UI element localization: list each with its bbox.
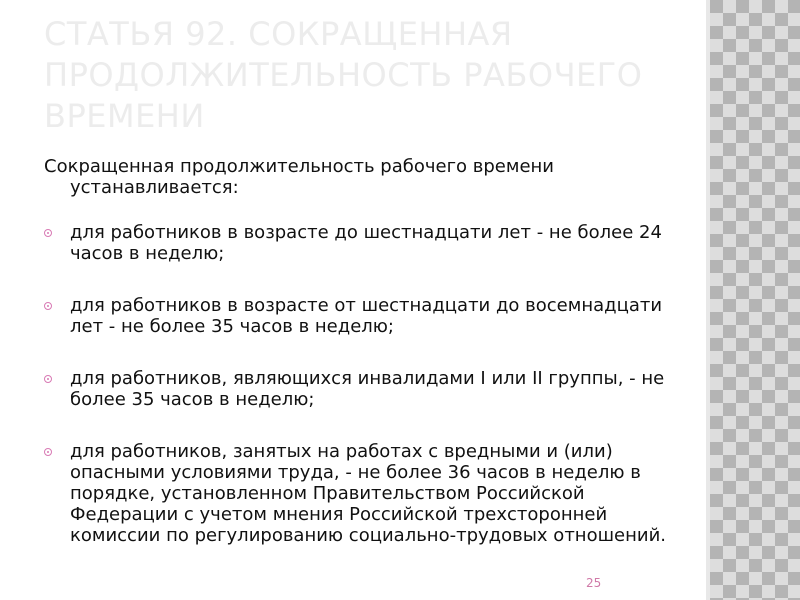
bullet-item-4 bbox=[44, 441, 684, 546]
page-number: 25 bbox=[586, 576, 602, 590]
bullet-item-2 bbox=[44, 295, 684, 337]
circle-bullet-icon bbox=[44, 229, 52, 237]
circle-bullet-icon bbox=[44, 448, 52, 456]
bullet-item-3 bbox=[44, 368, 684, 410]
bullet-item-1 bbox=[44, 222, 684, 264]
slide-title: СТАТЬЯ 92. СОКРАЩЕННАЯ ПРОДОЛЖИТЕЛЬНОСТЬ РАБОЧЕГО ВРЕМЕНИ bbox=[44, 15, 643, 135]
circle-bullet-icon bbox=[44, 302, 52, 310]
circle-bullet-icon bbox=[44, 375, 52, 383]
bullet-text: для работников, являющихся инвалидами I или II группы, - не более 35 часов в неделю; bbox=[70, 368, 665, 410]
side-diamond-pattern bbox=[710, 0, 800, 600]
bullet-text: для работников в возрасте до шестнадцати лет - не более 24 часов в неделю; bbox=[70, 222, 662, 264]
intro-text: Сокращенная продолжительность рабочего времени устанавливается: bbox=[44, 156, 555, 198]
bullet-list bbox=[44, 222, 684, 546]
slide-body bbox=[44, 156, 684, 577]
bullet-text: для работников в возрасте от шестнадцати до восемнадцати лет - не более 35 часов в неделю; bbox=[70, 295, 663, 337]
bullet-text: для работников, занятых на работах с вредными и (или) опасными условиями труда, - не более 36 часов в неделю в порядке, установленном Правительством Российской Федерации с учетом мнения Российской трехсторонней комиссии по регулированию социально-трудовых отношений. bbox=[70, 441, 667, 546]
